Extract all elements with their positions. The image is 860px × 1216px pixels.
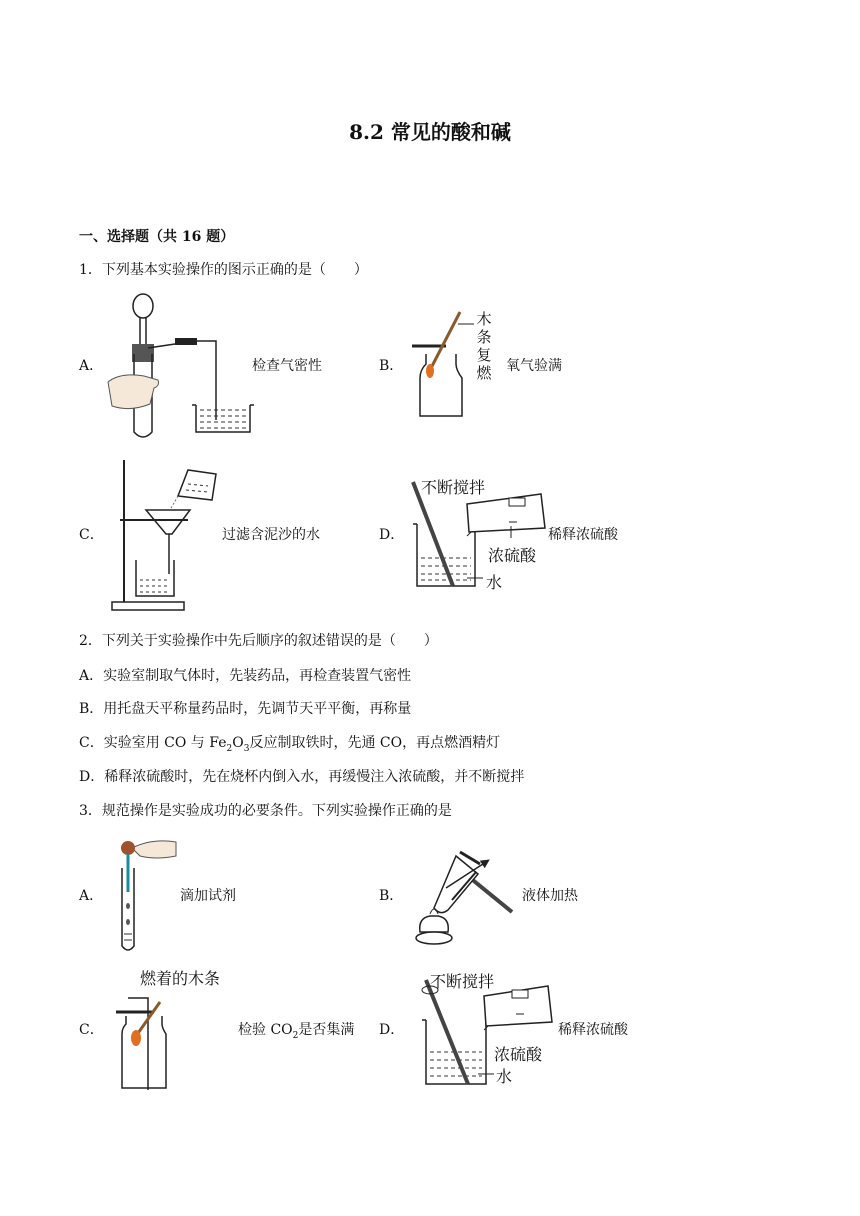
stir-label: 不断搅拌: [421, 478, 486, 497]
water-label: 水: [486, 573, 503, 592]
oxygen-full-test-figure: [408, 308, 478, 420]
q3-option-a-letter: A．: [79, 888, 104, 904]
drop-reagent-figure: [112, 834, 182, 956]
q1-option-a-letter: A．: [79, 358, 104, 374]
q3-option-b-caption: 液体加热: [522, 888, 578, 904]
acid-label-2: 浓硫酸: [494, 1045, 543, 1064]
airtightness-check-figure: [100, 292, 260, 442]
q1-option-d-caption: 稀释浓硫酸: [548, 527, 618, 543]
q2-option-a: A．实验室制取气体时，先装药品，再检查装置气密性: [79, 668, 412, 684]
q1-option-b-letter: B．: [379, 358, 404, 374]
q1-option-c-letter: C．: [79, 527, 104, 543]
heat-liquid-figure: [408, 838, 518, 946]
question-1-stem: 1．下列基本实验操作的图示正确的是（ ）: [79, 262, 368, 278]
q2-option-c: C．实验室用 CO 与 $Fe_2O_3$反应制取铁时，先通 CO，再点燃酒精灯: [79, 735, 501, 754]
section-heading: 一、选择题（共 16 题）: [79, 229, 235, 245]
q2-option-d: D．稀释浓硫酸时，先在烧杯内倒入水，再缓慢注入浓硫酸，并不断搅拌: [79, 769, 525, 785]
stir-label-2: 不断搅拌: [430, 972, 495, 991]
q3-option-c-caption: 检验 $CO_2$是否集满: [238, 1022, 355, 1041]
q3-option-c-letter: C．: [79, 1022, 104, 1038]
filtration-figure: [108, 456, 223, 612]
relit-splint-label: 木 条 复 燃: [476, 310, 492, 382]
q3-option-d-letter: D．: [379, 1022, 405, 1038]
acid-label: 浓硫酸: [488, 546, 537, 565]
q3-option-d-caption: 稀释浓硫酸: [558, 1022, 628, 1038]
page-title: 8.2 常见的酸和碱: [349, 120, 511, 144]
q1-option-a-caption: 检查气密性: [252, 358, 322, 374]
q3-option-b-letter: B．: [379, 888, 404, 904]
water-label-2: 水: [496, 1067, 513, 1086]
co2-full-test-figure: [108, 994, 178, 1094]
q1-option-c-caption: 过滤含泥沙的水: [222, 527, 320, 543]
q3-option-a-caption: 滴加试剂: [180, 888, 236, 904]
q2-option-b: B．用托盘天平称量药品时，先调节天平平衡，再称量: [79, 701, 412, 717]
question-2-stem: 2．下列关于实验操作中先后顺序的叙述错误的是（ ）: [79, 633, 438, 649]
q1-option-d-letter: D．: [379, 527, 405, 543]
burning-splint-label: 燃着的木条: [140, 969, 221, 988]
question-3-stem: 3．规范操作是实验成功的必要条件。下列实验操作正确的是: [79, 803, 452, 819]
q1-option-b-caption: 氧气验满: [506, 358, 562, 374]
